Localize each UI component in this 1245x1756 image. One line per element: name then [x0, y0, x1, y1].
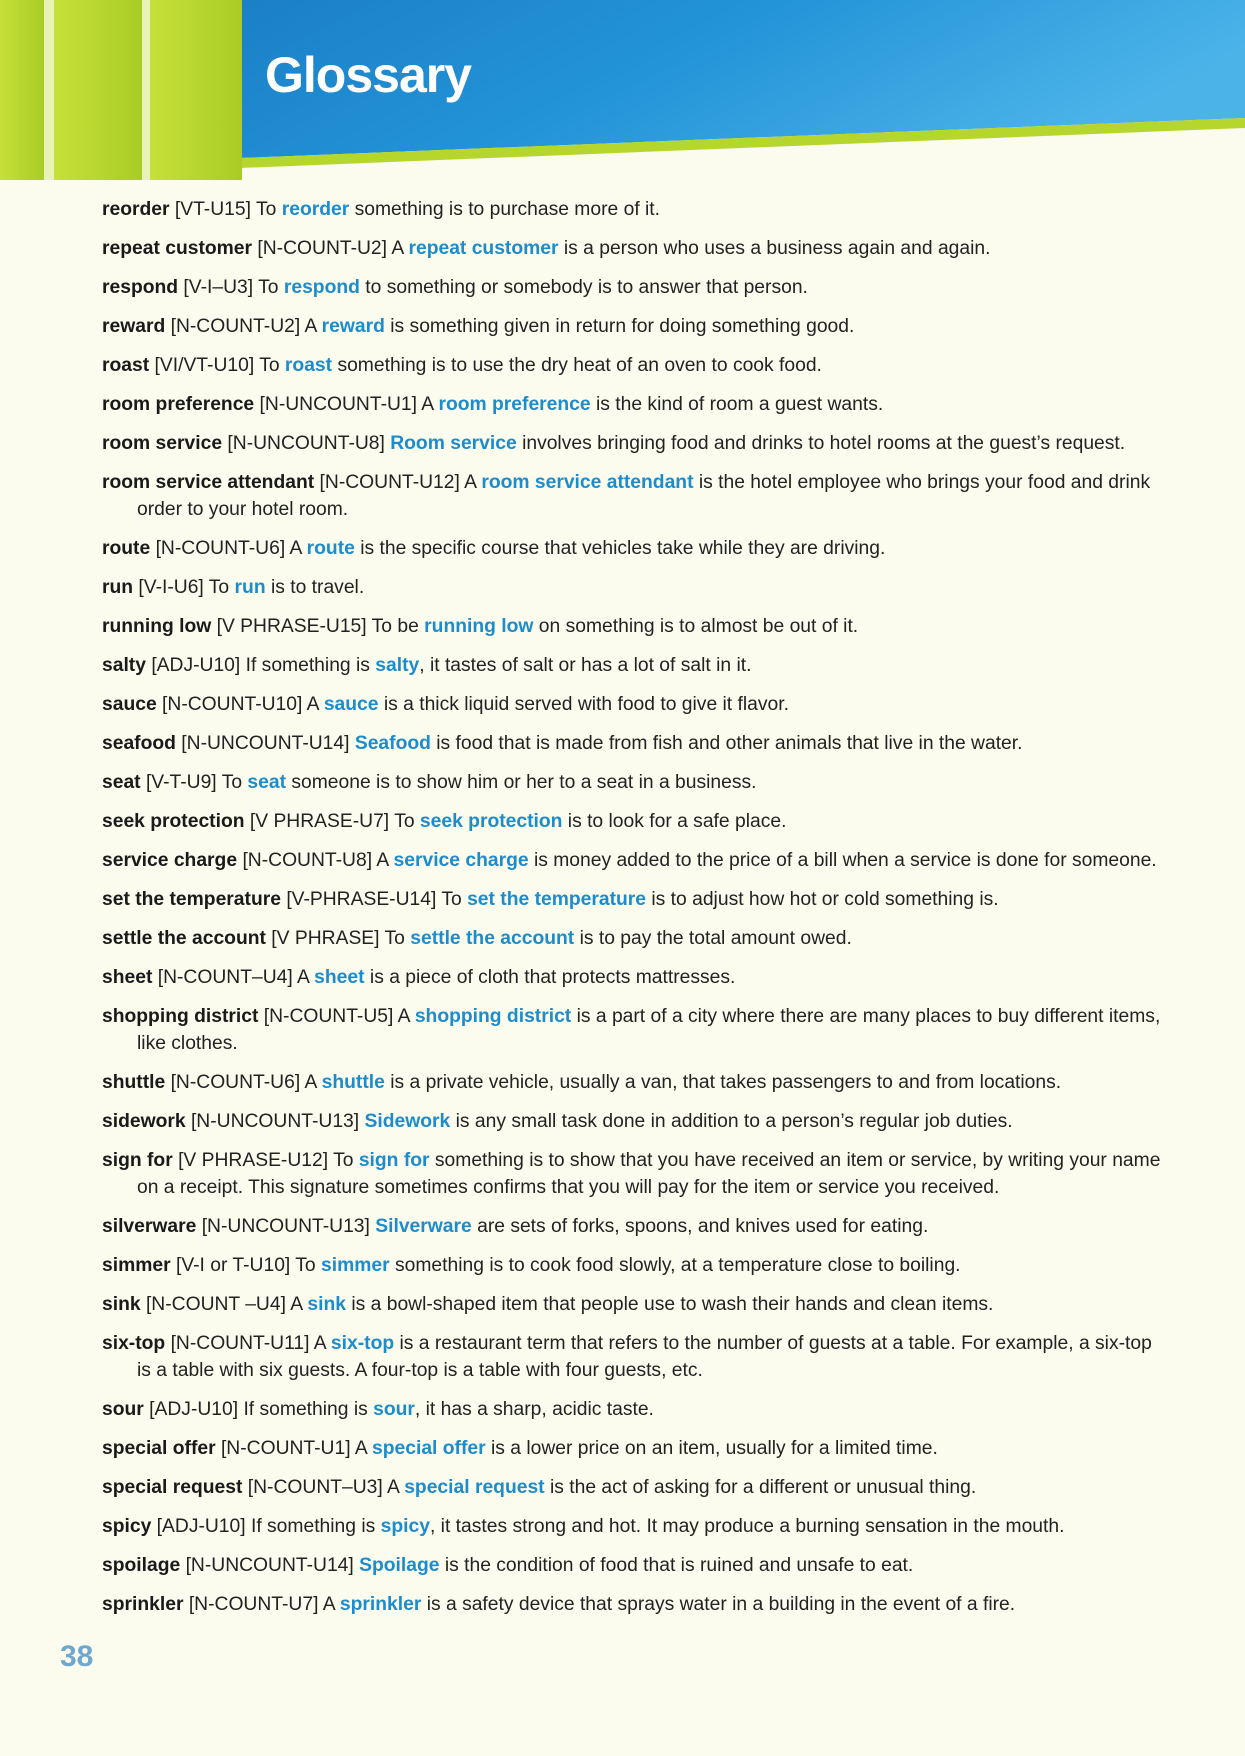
definition-text: is any small task done in addition to a person’s regular job duties. — [455, 1111, 1013, 1132]
definition-lead: If something is — [250, 1516, 376, 1537]
glossary-entry — [102, 235, 1164, 262]
highlighted-term: room service attendant — [481, 472, 694, 493]
definition-text: is something given in return for doing something good. — [390, 316, 855, 337]
highlighted-term: six-top — [330, 1333, 395, 1354]
definition-lead: To — [221, 772, 243, 793]
glossary-entry — [102, 1252, 1164, 1279]
glossary-term: silverware — [102, 1216, 197, 1237]
glossary-term: room preference — [102, 394, 255, 415]
glossary-entry — [102, 274, 1164, 301]
part-of-speech-tag: [V-I-U6] — [138, 577, 204, 598]
glossary-term: set the temperature — [102, 889, 281, 910]
definition-text: someone is to show him or her to a seat in a business. — [291, 772, 757, 793]
glossary-term: special request — [102, 1477, 243, 1498]
glossary-term: service charge — [102, 850, 238, 871]
glossary-term: sprinkler — [102, 1594, 184, 1615]
highlighted-term: room preference — [438, 394, 591, 415]
glossary-entry — [102, 1474, 1164, 1501]
definition-text: is a part of a city where there are many places to buy different items, like clothes. — [137, 1006, 1161, 1054]
definition-lead: A — [313, 1333, 326, 1354]
part-of-speech-tag: [ADJ-U10] — [151, 655, 241, 676]
highlighted-term: spicy — [380, 1516, 430, 1537]
glossary-term: spoilage — [102, 1555, 181, 1576]
glossary-term: simmer — [102, 1255, 171, 1276]
highlighted-term: Room service — [390, 433, 517, 454]
glossary-term: roast — [102, 355, 150, 376]
part-of-speech-tag: [ADJ-U10] — [149, 1399, 239, 1420]
glossary-term: sauce — [102, 694, 157, 715]
glossary-entry — [102, 652, 1164, 679]
definition-lead: A — [306, 694, 319, 715]
highlighted-term: service charge — [393, 850, 529, 871]
highlighted-term: special request — [404, 1477, 545, 1498]
glossary-entry — [102, 196, 1164, 223]
highlighted-term: reorder — [281, 199, 350, 220]
glossary-entry — [102, 1108, 1164, 1135]
glossary-term: seat — [102, 772, 141, 793]
definition-text: is to pay the total amount owed. — [579, 928, 852, 949]
definition-lead: A — [354, 1438, 367, 1459]
definition-lead: A — [387, 1477, 399, 1498]
part-of-speech-tag: [N-COUNT-U6] — [170, 1072, 301, 1093]
glossary-term: sink — [102, 1294, 141, 1315]
highlighted-term: settle the account — [410, 928, 575, 949]
glossary-term: special offer — [102, 1438, 216, 1459]
definition-text: is a private vehicle, usually a van, that takes passengers to and from locations. — [390, 1072, 1062, 1093]
glossary-entry — [102, 1003, 1164, 1057]
highlighted-term: shuttle — [321, 1072, 385, 1093]
glossary-entry — [102, 535, 1164, 562]
definition-text: is a thick liquid served with food to give it flavor. — [383, 694, 789, 715]
definition-text: on something is to almost be out of it. — [538, 616, 859, 637]
highlighted-term: shopping district — [414, 1006, 572, 1027]
definition-lead: To — [259, 355, 280, 376]
highlighted-term: sour — [373, 1399, 415, 1420]
definition-lead: A — [290, 1294, 303, 1315]
glossary-term: six-top — [102, 1333, 166, 1354]
part-of-speech-tag: [V-I or T-U10] — [175, 1255, 291, 1276]
highlighted-term: seat — [247, 772, 287, 793]
glossary-entry — [102, 1213, 1164, 1240]
definition-text: , it tastes of salt or has a lot of salt in it. — [419, 655, 752, 676]
glossary-entry — [102, 964, 1164, 991]
part-of-speech-tag: [ADJ-U10] — [156, 1516, 246, 1537]
glossary-entry — [102, 469, 1164, 523]
glossary-entry — [102, 1330, 1164, 1384]
part-of-speech-tag: [V-T-U9] — [145, 772, 217, 793]
glossary-entry — [102, 1147, 1164, 1201]
part-of-speech-tag: [N-UNCOUNT-U8] — [227, 433, 385, 454]
glossary-entry — [102, 886, 1164, 913]
glossary-term: room service attendant — [102, 472, 315, 493]
glossary-term: settle the account — [102, 928, 266, 949]
definition-lead: To — [255, 199, 277, 220]
part-of-speech-tag: [V PHRASE] — [271, 928, 380, 949]
glossary-entry — [102, 1591, 1164, 1618]
definition-text: , it tastes strong and hot. It may produce a burning sensation in the mouth. — [429, 1516, 1065, 1537]
definition-text: is to look for a safe place. — [567, 811, 787, 832]
part-of-speech-tag: [N-COUNT-U12] — [319, 472, 460, 493]
glossary-list — [102, 196, 1164, 1630]
definition-lead: To — [384, 928, 405, 949]
definition-text: are sets of forks, spoons, and knives used for eating. — [477, 1216, 929, 1237]
definition-text: something is to purchase more of it. — [354, 199, 661, 220]
definition-lead: A — [397, 1006, 410, 1027]
part-of-speech-tag: [V-PHRASE-U14] — [286, 889, 437, 910]
part-of-speech-tag: [VI/VT-U10] — [154, 355, 255, 376]
glossary-term: sign for — [102, 1150, 173, 1171]
part-of-speech-tag: [N-COUNT-U8] — [242, 850, 373, 871]
highlighted-term: roast — [284, 355, 333, 376]
part-of-speech-tag: [N-COUNT-U2] — [170, 316, 301, 337]
definition-text: is a piece of cloth that protects mattresses. — [369, 967, 736, 988]
glossary-entry — [102, 352, 1164, 379]
definition-lead: A — [289, 538, 302, 559]
definition-text: is a bowl-shaped item that people use to wash their hands and clean items. — [351, 1294, 994, 1315]
definition-lead: A — [376, 850, 389, 871]
part-of-speech-tag: [N-UNCOUNT-U1] — [259, 394, 417, 415]
glossary-term: sidework — [102, 1111, 186, 1132]
page-number: 38 — [60, 1640, 94, 1673]
part-of-speech-tag: [VT-U15] — [174, 199, 251, 220]
glossary-entry — [102, 691, 1164, 718]
glossary-entry — [102, 1552, 1164, 1579]
definition-lead: To — [333, 1150, 354, 1171]
glossary-term: respond — [102, 277, 179, 298]
page-header — [0, 0, 1245, 190]
definition-text: something is to show that you have received an item or service, by writing your name on a receipt. This signature sometimes confirms that you will pay for the item or service you received. — [137, 1150, 1161, 1198]
definition-lead: To be — [371, 616, 419, 637]
glossary-entry — [102, 430, 1164, 457]
glossary-term: shuttle — [102, 1072, 166, 1093]
highlighted-term: Spoilage — [359, 1555, 440, 1576]
definition-lead: If something is — [245, 655, 370, 676]
highlighted-term: respond — [283, 277, 360, 298]
definition-text: is the hotel employee who brings your food and drink order to your hotel room. — [137, 472, 1151, 520]
part-of-speech-tag: [V PHRASE-U12] — [178, 1150, 329, 1171]
glossary-entry — [102, 1435, 1164, 1462]
definition-text: is the condition of food that is ruined and unsafe to eat. — [444, 1555, 914, 1576]
definition-lead: A — [304, 1072, 317, 1093]
part-of-speech-tag: [N-COUNT-U11] — [170, 1333, 310, 1354]
definition-text: is the specific course that vehicles take while they are driving. — [360, 538, 886, 559]
glossary-term: reward — [102, 316, 166, 337]
definition-text: is a safety device that sprays water in a building in the event of a fire. — [426, 1594, 1016, 1615]
definition-text: is money added to the price of a bill when a service is done for someone. — [533, 850, 1157, 871]
definition-lead: To — [295, 1255, 316, 1276]
glossary-term: shopping district — [102, 1006, 259, 1027]
definition-lead: To — [441, 889, 462, 910]
definition-lead: A — [297, 967, 309, 988]
glossary-entry — [102, 730, 1164, 757]
definition-lead: If something is — [243, 1399, 368, 1420]
definition-lead: To — [394, 811, 415, 832]
glossary-entry — [102, 1069, 1164, 1096]
definition-text: , it has a sharp, acidic taste. — [414, 1399, 654, 1420]
definition-text: is to adjust how hot or cold something is. — [651, 889, 999, 910]
definition-text: is a restaurant term that refers to the number of guests at a table. For example, a six-top is a table with six guests. A four-top is a table with four guests, etc. — [137, 1333, 1152, 1381]
definition-text: something is to cook food slowly, at a temperature close to boiling. — [395, 1255, 961, 1276]
glossary-entry — [102, 313, 1164, 340]
part-of-speech-tag: [N-COUNT-U6] — [155, 538, 286, 559]
glossary-entry — [102, 391, 1164, 418]
glossary-entry — [102, 769, 1164, 796]
highlighted-term: simmer — [321, 1255, 390, 1276]
highlighted-term: special offer — [372, 1438, 486, 1459]
highlighted-term: Silverware — [375, 1216, 472, 1237]
definition-text: to something or somebody is to answer that person. — [365, 277, 808, 298]
glossary-term: repeat customer — [102, 238, 253, 259]
definition-lead: A — [322, 1594, 335, 1615]
part-of-speech-tag: [N-COUNT–U3] — [247, 1477, 383, 1498]
glossary-entry — [102, 1513, 1164, 1540]
definition-lead: To — [258, 277, 279, 298]
glossary-entry — [102, 808, 1164, 835]
definition-lead: A — [421, 394, 434, 415]
highlighted-term: Seafood — [354, 733, 431, 754]
part-of-speech-tag: [N-UNCOUNT-U14] — [181, 733, 350, 754]
definition-text: is to travel. — [270, 577, 365, 598]
header-banner-graphic — [0, 0, 1245, 190]
definition-text: is food that is made from fish and other animals that live in the water. — [436, 733, 1023, 754]
highlighted-term: sauce — [323, 694, 379, 715]
glossary-term: spicy — [102, 1516, 152, 1537]
definition-text: something is to use the dry heat of an oven to cook food. — [337, 355, 822, 376]
glossary-entry — [102, 1291, 1164, 1318]
glossary-entry — [102, 925, 1164, 952]
highlighted-term: running low — [424, 616, 534, 637]
highlighted-term: salty — [375, 655, 420, 676]
definition-text: is a person who uses a business again and again. — [563, 238, 991, 259]
definition-text: is the act of asking for a different or unusual thing. — [549, 1477, 977, 1498]
part-of-speech-tag: [N-COUNT-U1] — [220, 1438, 351, 1459]
part-of-speech-tag: [N-COUNT-U5] — [263, 1006, 394, 1027]
glossary-term: run — [102, 577, 134, 598]
part-of-speech-tag: [N-UNCOUNT-U13] — [190, 1111, 360, 1132]
highlighted-term: sink — [307, 1294, 346, 1315]
highlighted-term: reward — [321, 316, 385, 337]
definition-text: involves bringing food and drinks to hotel rooms at the guest’s request. — [522, 433, 1126, 454]
part-of-speech-tag: [V PHRASE-U15] — [216, 616, 367, 637]
highlighted-term: run — [234, 577, 266, 598]
definition-lead: To — [208, 577, 230, 598]
definition-lead: A — [304, 316, 317, 337]
highlighted-term: sign for — [358, 1150, 430, 1171]
part-of-speech-tag: [N-COUNT-U10] — [162, 694, 303, 715]
highlighted-term: sheet — [314, 967, 365, 988]
glossary-entry — [102, 613, 1164, 640]
part-of-speech-tag: [N-COUNT –U4] — [145, 1294, 286, 1315]
part-of-speech-tag: [N-UNCOUNT-U14] — [185, 1555, 354, 1576]
highlighted-term: route — [306, 538, 355, 559]
page-title: Glossary — [265, 47, 472, 103]
highlighted-term: seek protection — [419, 811, 563, 832]
glossary-term: seafood — [102, 733, 176, 754]
glossary-term: route — [102, 538, 151, 559]
glossary-entry — [102, 1396, 1164, 1423]
definition-text: is a lower price on an item, usually for a limited time. — [490, 1438, 938, 1459]
part-of-speech-tag: [N-COUNT–U4] — [157, 967, 293, 988]
highlighted-term: set the temperature — [467, 889, 647, 910]
part-of-speech-tag: [V-I–U3] — [183, 277, 254, 298]
glossary-entry — [102, 847, 1164, 874]
glossary-term: reorder — [102, 199, 170, 220]
highlighted-term: sprinkler — [339, 1594, 422, 1615]
part-of-speech-tag: [N-COUNT-U2] — [257, 238, 388, 259]
glossary-entry — [102, 574, 1164, 601]
glossary-term: running low — [102, 616, 212, 637]
definition-text: is the kind of room a guest wants. — [595, 394, 884, 415]
glossary-term: sour — [102, 1399, 144, 1420]
glossary-term: salty — [102, 655, 146, 676]
part-of-speech-tag: [N-UNCOUNT-U13] — [201, 1216, 370, 1237]
glossary-term: seek protection — [102, 811, 245, 832]
glossary-term: sheet — [102, 967, 153, 988]
definition-lead: A — [391, 238, 404, 259]
highlighted-term: repeat customer — [408, 238, 559, 259]
glossary-term: room service — [102, 433, 223, 454]
highlighted-term: Sidework — [364, 1111, 451, 1132]
definition-lead: A — [464, 472, 476, 493]
part-of-speech-tag: [N-COUNT-U7] — [188, 1594, 319, 1615]
part-of-speech-tag: [V PHRASE-U7] — [249, 811, 390, 832]
